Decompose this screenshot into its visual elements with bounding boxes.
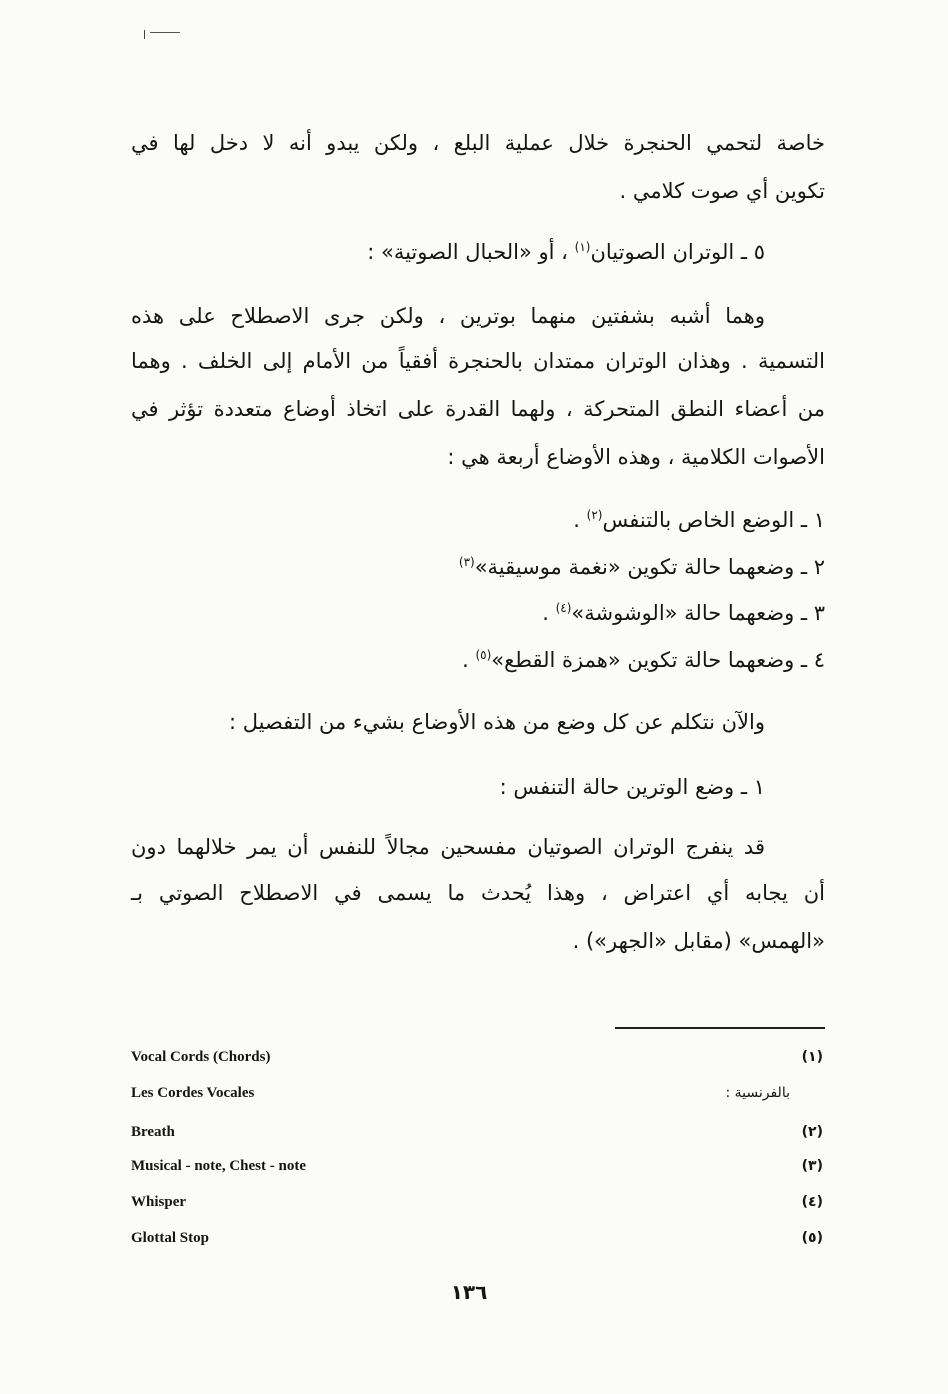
footnote-ref: (٥)	[475, 648, 492, 662]
list-item	[131, 500, 825, 540]
paragraph-line: قد ينفرج الوتران الصوتيان مفسحين مجالاً للنفس أن يمر خلالهما دون	[131, 835, 765, 859]
list-item-text: ٢ ـ وضعهما حالة تكوين «نغمة موسيقية»	[474, 555, 825, 579]
heading-text: ٥ ـ الوتران الصوتيان	[590, 240, 765, 264]
footnote	[131, 1119, 825, 1145]
transition-line: والآن نتكلم عن كل وضع من هذه الأوضاع بشيء من التفصيل :	[228, 710, 765, 734]
footnote-marker: (١)	[801, 1049, 823, 1065]
footnote	[131, 1153, 825, 1179]
list-item-text: ٤ ـ وضعهما حالة تكوين «همزة القطع»	[491, 648, 825, 672]
list-item-text: ٣ ـ وضعهما حالة «الوشوشة»	[571, 601, 825, 625]
footnote	[131, 1044, 825, 1070]
section-heading	[131, 232, 765, 272]
list-item-text: ١ ـ الوضع الخاص بالتنفس	[602, 508, 825, 532]
footnote-marker: (٥)	[801, 1230, 823, 1246]
footnote-term: Les Cordes Vocales	[131, 1085, 255, 1101]
footnote-marker: (٤)	[801, 1194, 823, 1210]
footnote-term: Glottal Stop	[131, 1230, 209, 1246]
footnote-term: Musical - note, Chest - note	[131, 1158, 306, 1174]
subheading: ١ ـ وضع الوترين حالة التنفس :	[499, 775, 765, 799]
scan-mark	[150, 32, 180, 33]
paragraph-line: «الهمس» (مقابل «الجهر») .	[572, 929, 825, 953]
list-item-end: .	[573, 508, 587, 532]
footnote-term: Vocal Cords (Chords)	[131, 1049, 271, 1065]
heading-text: ، أو «الحبال الصوتية» :	[367, 240, 575, 264]
paragraph-line: وهما أشبه بشفتين منهما بوترين ، ولكن جرى الاصطلاح على هذه	[131, 304, 765, 328]
footnote-ref: (٢)	[586, 508, 603, 522]
list-item-end: .	[462, 648, 476, 672]
footnote	[131, 1189, 825, 1215]
paragraph-line: التسمية . وهذان الوتران ممتدان بالحنجرة أفقياً من الأمام إلى الخلف . وهما	[131, 349, 825, 373]
footnote-marker: (٢)	[801, 1124, 823, 1140]
paragraph-line: الأصوات الكلامية ، وهذه الأوضاع أربعة هي :	[447, 445, 825, 469]
footnote	[131, 1225, 825, 1251]
intro-line: تكوين أي صوت كلامي .	[619, 179, 825, 203]
footnote-label: بالفرنسية :	[725, 1085, 790, 1101]
paragraph-line: من أعضاء النطق المتحركة ، ولهما القدرة على اتخاذ أوضاع متعددة تؤثر في	[131, 397, 825, 421]
footnote-marker: (٣)	[801, 1158, 823, 1174]
scan-mark-tick	[144, 30, 145, 39]
list-item	[131, 593, 825, 633]
footnote-ref: (١)	[574, 240, 591, 254]
list-item	[131, 547, 825, 587]
list-item	[131, 640, 825, 680]
list-item-end: .	[542, 601, 556, 625]
footnote-term: Whisper	[131, 1194, 187, 1210]
intro-line: خاصة لتحمي الحنجرة خلال عملية البلع ، ولكن يبدو أنه لا دخل لها في	[131, 131, 825, 155]
paragraph-line: أن يجابه أي اعتراض ، وهذا يُحدث ما يسمى في الاصطلاح الصوتي بـ	[131, 881, 825, 905]
footnote-term: Breath	[131, 1124, 175, 1140]
footnote-ref: (٣)	[458, 555, 475, 569]
footnote-separator	[615, 1027, 825, 1029]
footnote-ref: (٤)	[555, 601, 572, 615]
footnote	[131, 1080, 825, 1106]
page-number: ١٣٦	[450, 1280, 488, 1304]
